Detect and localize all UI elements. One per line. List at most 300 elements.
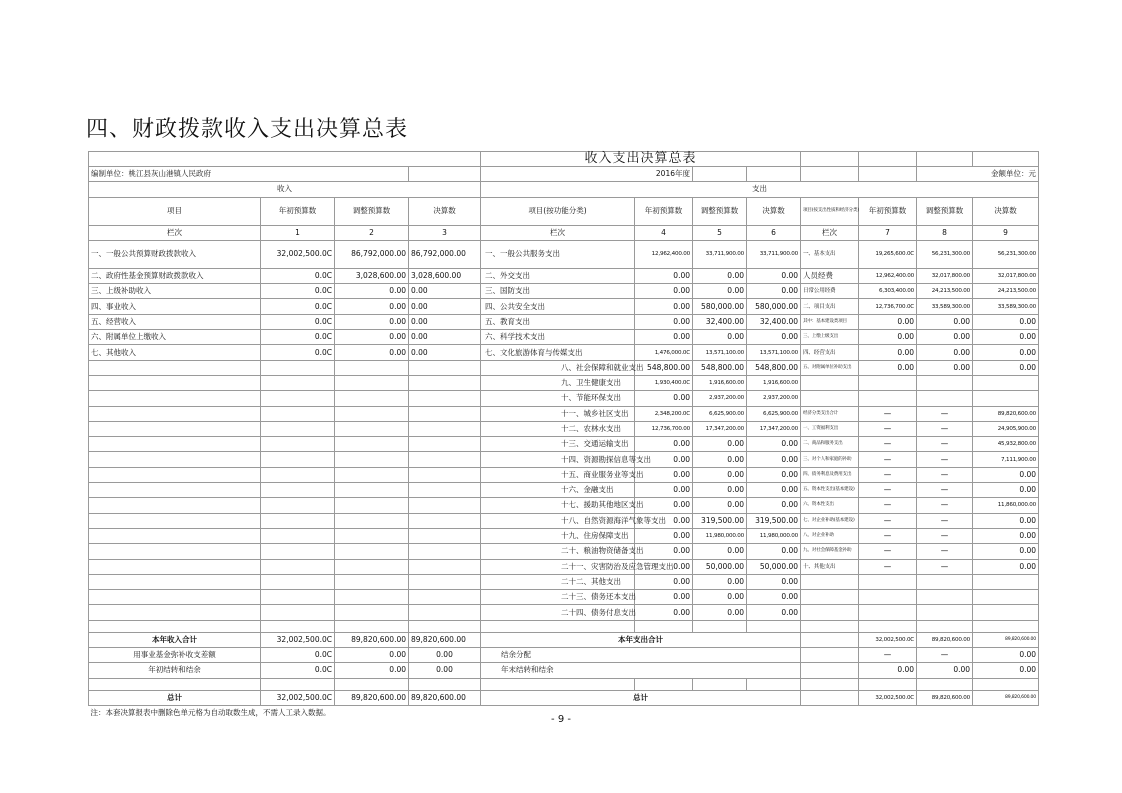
income-item (89, 391, 261, 406)
income-initial (261, 574, 335, 589)
fund-row (89, 648, 1039, 663)
table-row (89, 452, 1039, 467)
expense-function-item: 一、一般公共服务支出 (481, 240, 635, 268)
income-item: 六、附属单位上缴收入 (89, 330, 261, 345)
expense-adjusted: 50,000.00 (693, 559, 747, 574)
income-initial (261, 528, 335, 543)
income-item (89, 421, 261, 436)
econ-final: 0.00 (973, 467, 1039, 482)
income-final (409, 559, 481, 574)
income-adjusted (335, 391, 409, 406)
income-item (89, 513, 261, 528)
table-row (89, 421, 1039, 436)
econ-initial: — (859, 452, 917, 467)
econ-adjusted: — (917, 406, 973, 421)
table-row (89, 391, 1039, 406)
expense-function-item: 六、科学技术支出 (481, 330, 635, 345)
fund-label: 用事业基金弥补收支差额 (89, 648, 261, 663)
income-final: 0.00 (409, 330, 481, 345)
expense-final: 50,000.00 (747, 559, 801, 574)
econ-final (973, 590, 1039, 605)
expense-final: 548,800.00 (747, 360, 801, 375)
income-final (409, 391, 481, 406)
expense-initial: 0.00 (635, 268, 693, 283)
income-item: 一、一般公共预算财政拨款收入 (89, 240, 261, 268)
econ-final (973, 375, 1039, 390)
income-adjusted (335, 375, 409, 390)
expense-final: 17,347,200.00 (747, 421, 801, 436)
col-index-label: 栏次 (89, 225, 261, 240)
col-index-label-econ: 栏次 (801, 225, 859, 240)
expense-final: 0.00 (747, 330, 801, 345)
expense-function-item: 四、公共安全支出 (481, 299, 635, 314)
expense-initial: 0.00 (635, 483, 693, 498)
income-initial (261, 437, 335, 452)
income-initial (261, 559, 335, 574)
econ-adjusted: 32,017,800.00 (917, 268, 973, 283)
expense-function-item: 二十三、债务还本支出 (481, 590, 635, 605)
econ-initial: — (859, 544, 917, 559)
expense-adjusted: 0.00 (693, 467, 747, 482)
income-final: 0.00 (409, 299, 481, 314)
expense-final: 319,500.00 (747, 513, 801, 528)
expense-adjusted: 0.00 (693, 483, 747, 498)
econ-adjusted: 0.00 (917, 360, 973, 375)
income-final: 3,028,600.00 (409, 268, 481, 283)
econ-final (973, 574, 1039, 589)
income-adjusted (335, 544, 409, 559)
income-initial: 0.0C (261, 314, 335, 329)
carryover-row (89, 663, 1039, 678)
col-index-4: 4 (635, 225, 693, 240)
econ-final: 0.00 (973, 483, 1039, 498)
income-initial: 0.0C (261, 268, 335, 283)
table-row (89, 375, 1039, 390)
expense-final: 0.00 (747, 268, 801, 283)
income-initial: 0.0C (261, 330, 335, 345)
expense-adjusted: 0.00 (693, 330, 747, 345)
expense-adjusted: 11,980,000.00 (693, 528, 747, 543)
income-final (409, 406, 481, 421)
col-index-5: 5 (693, 225, 747, 240)
expense-function-item: 七、文化旅游体育与传媒支出 (481, 345, 635, 360)
econ-adjusted: — (917, 528, 973, 543)
income-item (89, 406, 261, 421)
spacer-row (89, 620, 1039, 632)
expense-function-item: 八、社会保障和就业支出 (481, 360, 635, 375)
econ-final (973, 391, 1039, 406)
econ-adjusted: — (917, 513, 973, 528)
expense-econ-item: 其中：基本建设类项目 (801, 314, 859, 329)
table-row (89, 345, 1039, 360)
expense-initial: 0.00 (635, 590, 693, 605)
income-adjusted (335, 590, 409, 605)
table-row (89, 559, 1039, 574)
col-header-item-function: 项目(按功能分类) (481, 197, 635, 225)
econ-initial: — (859, 406, 917, 421)
col-index-6: 6 (747, 225, 801, 240)
expense-final: 580,000.00 (747, 299, 801, 314)
econ-final: 0.00 (973, 314, 1039, 329)
expense-final: 0.00 (747, 483, 801, 498)
income-initial (261, 360, 335, 375)
fund-1: 0.0C (261, 648, 335, 663)
expense-adjusted: 32,400.00 (693, 314, 747, 329)
econ-adjusted: 33,589,300.00 (917, 299, 973, 314)
group-header-row (89, 182, 1039, 197)
income-total-label: 本年收入合计 (89, 632, 261, 647)
table-row (89, 240, 1039, 268)
expense-initial: 0.00 (635, 559, 693, 574)
econ-final: 0.00 (973, 360, 1039, 375)
fund-3: 0.00 (409, 648, 481, 663)
expense-adjusted: 13,571,100.00 (693, 345, 747, 360)
expense-final: 0.00 (747, 467, 801, 482)
expense-econ-item: 一、工资福利支出 (801, 421, 859, 436)
expense-function-item: 二、外交支出 (481, 268, 635, 283)
income-adjusted: 0.00 (335, 284, 409, 299)
end-carryover-label: 年末结转和结余 (481, 663, 801, 678)
econ-adjusted: — (917, 544, 973, 559)
econ-initial: 0.00 (859, 330, 917, 345)
expense-function-item: 二十一、灾害防治及应急管理支出 (481, 559, 635, 574)
income-final (409, 421, 481, 436)
col-header-final-econ: 决算数 (973, 197, 1039, 225)
income-final (409, 544, 481, 559)
income-final (409, 483, 481, 498)
table-row (89, 299, 1039, 314)
col-header-adjusted-budget: 调整预算数 (335, 197, 409, 225)
expense-econ-item: 十、其他支出 (801, 559, 859, 574)
income-adjusted: 0.00 (335, 330, 409, 345)
econ-initial: — (859, 421, 917, 436)
expense-function-item: 二十四、债务付息支出 (481, 605, 635, 620)
data-rows (89, 240, 1039, 620)
econ-initial (859, 391, 917, 406)
expense-final: 33,711,900.00 (747, 240, 801, 268)
income-adjusted (335, 605, 409, 620)
expense-initial: 0.00 (635, 574, 693, 589)
expense-econ-item: 三、上缴上级支出 (801, 330, 859, 345)
income-initial: 32,002,500.0C (261, 240, 335, 268)
econ-final: 7,111,900.00 (973, 452, 1039, 467)
table-row (89, 544, 1039, 559)
income-final: 0.00 (409, 284, 481, 299)
grand-total-1: 32,002,500.0C (261, 690, 335, 705)
econ-initial: — (859, 467, 917, 482)
expense-final: 0.00 (747, 452, 801, 467)
income-adjusted (335, 360, 409, 375)
econ-initial: 6,303,400.00 (859, 284, 917, 299)
econ-final: 0.00 (973, 345, 1039, 360)
econ-initial: — (859, 498, 917, 513)
expense-econ-item: 九、对社会保障基金补助 (801, 544, 859, 559)
econ-adjusted (917, 375, 973, 390)
col-header-final: 决算数 (409, 197, 481, 225)
income-adjusted (335, 437, 409, 452)
econ-adjusted: 0.00 (917, 314, 973, 329)
econ-initial: — (859, 483, 917, 498)
econ-initial: 19,265,600.0C (859, 240, 917, 268)
income-item (89, 559, 261, 574)
income-adjusted: 86,792,000.00 (335, 240, 409, 268)
expense-initial: 12,736,700.00 (635, 421, 693, 436)
table-row (89, 330, 1039, 345)
income-item: 五、经营收入 (89, 314, 261, 329)
expense-initial: 0.00 (635, 284, 693, 299)
income-item: 三、上级补助收入 (89, 284, 261, 299)
expense-group-header: 支出 (481, 182, 1039, 197)
col-header-adjusted-budget-exp: 调整预算数 (693, 197, 747, 225)
income-final (409, 605, 481, 620)
econ-final: 0.00 (973, 513, 1039, 528)
econ-adjusted: 56,231,300.00 (917, 240, 973, 268)
col-header-item: 项目 (89, 197, 261, 225)
expense-final: 13,571,100.00 (747, 345, 801, 360)
expense-initial: 548,800.00 (635, 360, 693, 375)
econ-adjusted (917, 574, 973, 589)
econ-adjusted: — (917, 437, 973, 452)
econ-adjusted: — (917, 483, 973, 498)
expense-initial: 0.00 (635, 528, 693, 543)
expense-adjusted: 0.00 (693, 574, 747, 589)
grand-total-label-right: 总计 (481, 690, 801, 705)
col-header-final-exp: 决算数 (747, 197, 801, 225)
income-adjusted (335, 483, 409, 498)
expense-function-item: 十三、交通运输支出 (481, 437, 635, 452)
expense-final: 1,916,600.00 (747, 375, 801, 390)
expense-final: 11,980,000.00 (747, 528, 801, 543)
econ-final: 56,231,300.00 (973, 240, 1039, 268)
econ-adjusted: 24,213,500.00 (917, 284, 973, 299)
income-item (89, 498, 261, 513)
income-initial (261, 605, 335, 620)
grand-total-2: 89,820,600.00 (335, 690, 409, 705)
econ-final: 24,213,500.00 (973, 284, 1039, 299)
expense-final: 0.00 (747, 544, 801, 559)
income-initial (261, 498, 335, 513)
income-adjusted: 0.00 (335, 314, 409, 329)
econ-adjusted: — (917, 498, 973, 513)
expense-adjusted: 0.00 (693, 498, 747, 513)
income-item: 二、政府性基金预算财政拨款收入 (89, 268, 261, 283)
column-index-row (89, 225, 1039, 240)
grand-total-8: 89,820,600.00 (917, 690, 973, 705)
income-final (409, 375, 481, 390)
expense-adjusted: 0.00 (693, 284, 747, 299)
econ-initial (859, 605, 917, 620)
grand-total-row (89, 690, 1039, 705)
income-adjusted (335, 452, 409, 467)
income-total-2: 89,820,600.00 (335, 632, 409, 647)
income-final: 0.00 (409, 314, 481, 329)
expense-adjusted: 319,500.00 (693, 513, 747, 528)
expense-econ-item: 五、资本性支出(基本建设) (801, 483, 859, 498)
table-title: 收入支出决算总表 (481, 152, 801, 167)
begin-2: 0.00 (335, 663, 409, 678)
table-title-row (89, 152, 1039, 167)
expense-adjusted: 6,625,900.00 (693, 406, 747, 421)
income-adjusted (335, 406, 409, 421)
column-header-row (89, 197, 1039, 225)
income-final (409, 498, 481, 513)
econ-final: 0.00 (973, 544, 1039, 559)
income-initial (261, 483, 335, 498)
income-initial (261, 590, 335, 605)
income-adjusted: 0.00 (335, 299, 409, 314)
econ-final: 0.00 (973, 528, 1039, 543)
expense-adjusted: 0.00 (693, 605, 747, 620)
expense-function-item: 十二、农林水支出 (481, 421, 635, 436)
expense-function-item: 十、节能环保支出 (481, 391, 635, 406)
expense-adjusted: 0.00 (693, 544, 747, 559)
expense-final: 0.00 (747, 574, 801, 589)
expense-econ-item: 四、经营支出 (801, 345, 859, 360)
org-info-row (89, 167, 1039, 182)
begin-1: 0.0C (261, 663, 335, 678)
expense-adjusted: 17,347,200.00 (693, 421, 747, 436)
col-header-initial-budget-econ: 年初预算数 (859, 197, 917, 225)
income-initial: 0.0C (261, 345, 335, 360)
income-item (89, 574, 261, 589)
income-final (409, 437, 481, 452)
econ-final: 32,017,800.00 (973, 268, 1039, 283)
income-item (89, 483, 261, 498)
income-adjusted: 3,028,600.00 (335, 268, 409, 283)
col-header-initial-budget-exp: 年初预算数 (635, 197, 693, 225)
econ-final: 33,589,300.00 (973, 299, 1039, 314)
expense-total-8: 89,820,600.00 (917, 632, 973, 647)
begin-carryover-label: 年初结转和结余 (89, 663, 261, 678)
table-row (89, 513, 1039, 528)
income-initial (261, 375, 335, 390)
expense-initial: 0.00 (635, 544, 693, 559)
col-index-2: 2 (335, 225, 409, 240)
econ-initial: — (859, 513, 917, 528)
income-adjusted: 0.00 (335, 345, 409, 360)
expense-initial: 0.00 (635, 498, 693, 513)
expense-adjusted: 1,916,600.00 (693, 375, 747, 390)
table-row (89, 574, 1039, 589)
grand-total-label-left: 总计 (89, 690, 261, 705)
col-header-adjusted-budget-econ: 调整预算数 (917, 197, 973, 225)
income-initial (261, 406, 335, 421)
expense-econ-item (801, 375, 859, 390)
expense-final: 0.00 (747, 590, 801, 605)
table-row (89, 467, 1039, 482)
col-index-7: 7 (859, 225, 917, 240)
fund-dash-7: — (859, 648, 917, 663)
income-final (409, 528, 481, 543)
income-initial: 0.0C (261, 284, 335, 299)
income-final (409, 574, 481, 589)
end-8: 0.00 (917, 663, 973, 678)
year-total-row (89, 632, 1039, 647)
expense-initial: 0.00 (635, 391, 693, 406)
col-index-label-exp: 栏次 (481, 225, 635, 240)
expense-econ-item (801, 605, 859, 620)
econ-adjusted: 0.00 (917, 330, 973, 345)
table-row (89, 528, 1039, 543)
table-row (89, 284, 1039, 299)
fund-2: 0.00 (335, 648, 409, 663)
income-group-header: 收入 (89, 182, 481, 197)
expense-initial: 2,348,200.0C (635, 406, 693, 421)
income-item (89, 467, 261, 482)
end-7: 0.00 (859, 663, 917, 678)
income-final (409, 513, 481, 528)
expense-initial: 0.00 (635, 299, 693, 314)
expense-final: 32,400.00 (747, 314, 801, 329)
econ-initial: — (859, 559, 917, 574)
income-final: 86,792,000.00 (409, 240, 481, 268)
econ-adjusted (917, 605, 973, 620)
expense-econ-item: 七、对企业补助(基本建设) (801, 513, 859, 528)
econ-initial (859, 375, 917, 390)
econ-adjusted: 0.00 (917, 345, 973, 360)
expense-adjusted: 0.00 (693, 452, 747, 467)
econ-adjusted: — (917, 421, 973, 436)
expense-final: 0.00 (747, 284, 801, 299)
expense-initial: 0.00 (635, 314, 693, 329)
expense-initial: 0.00 (635, 437, 693, 452)
income-final (409, 590, 481, 605)
expense-initial: 1,476,000.0C (635, 345, 693, 360)
econ-initial: — (859, 528, 917, 543)
econ-initial: — (859, 437, 917, 452)
col-header-initial-budget: 年初预算数 (261, 197, 335, 225)
col-index-8: 8 (917, 225, 973, 240)
table-row (89, 437, 1039, 452)
expense-econ-item (801, 574, 859, 589)
expense-final: 0.00 (747, 498, 801, 513)
expense-function-item: 三、国防支出 (481, 284, 635, 299)
money-unit: 金额单位：元 (917, 167, 1039, 182)
fund-9: 0.00 (973, 648, 1039, 663)
expense-function-item: 十四、资源勘探信息等支出 (481, 452, 635, 467)
econ-adjusted (917, 391, 973, 406)
expense-adjusted: 580,000.00 (693, 299, 747, 314)
income-final (409, 467, 481, 482)
expense-adjusted: 0.00 (693, 268, 747, 283)
col-header-item-econ: 项目(按支出性质和经济分类) (801, 197, 859, 225)
income-item (89, 375, 261, 390)
expense-econ-item: 一、基本支出 (801, 240, 859, 268)
table-row (89, 406, 1039, 421)
expense-function-item: 九、卫生健康支出 (481, 375, 635, 390)
expense-function-item: 十七、援助其他地区支出 (481, 498, 635, 513)
econ-initial: 0.00 (859, 314, 917, 329)
expense-final: 0.00 (747, 437, 801, 452)
expense-function-item: 十九、住房保障支出 (481, 528, 635, 543)
begin-3: 0.00 (409, 663, 481, 678)
expense-econ-item: 日常公用经费 (801, 284, 859, 299)
econ-initial: 12,736,700.0C (859, 299, 917, 314)
spacer-row (89, 678, 1039, 690)
income-item: 七、其他收入 (89, 345, 261, 360)
econ-final: 11,860,000.00 (973, 498, 1039, 513)
expense-adjusted: 33,711,900.00 (693, 240, 747, 268)
expense-function-item: 二十、粮油物资储备支出 (481, 544, 635, 559)
expense-initial: 0.00 (635, 605, 693, 620)
income-final (409, 360, 481, 375)
grand-total-7: 32,002,500.0C (859, 690, 917, 705)
income-initial (261, 544, 335, 559)
distribution-label: 结余分配 (481, 648, 801, 663)
income-total-3: 89,820,600.00 (409, 632, 481, 647)
expense-econ-item: 六、资本性支出 (801, 498, 859, 513)
income-item (89, 360, 261, 375)
